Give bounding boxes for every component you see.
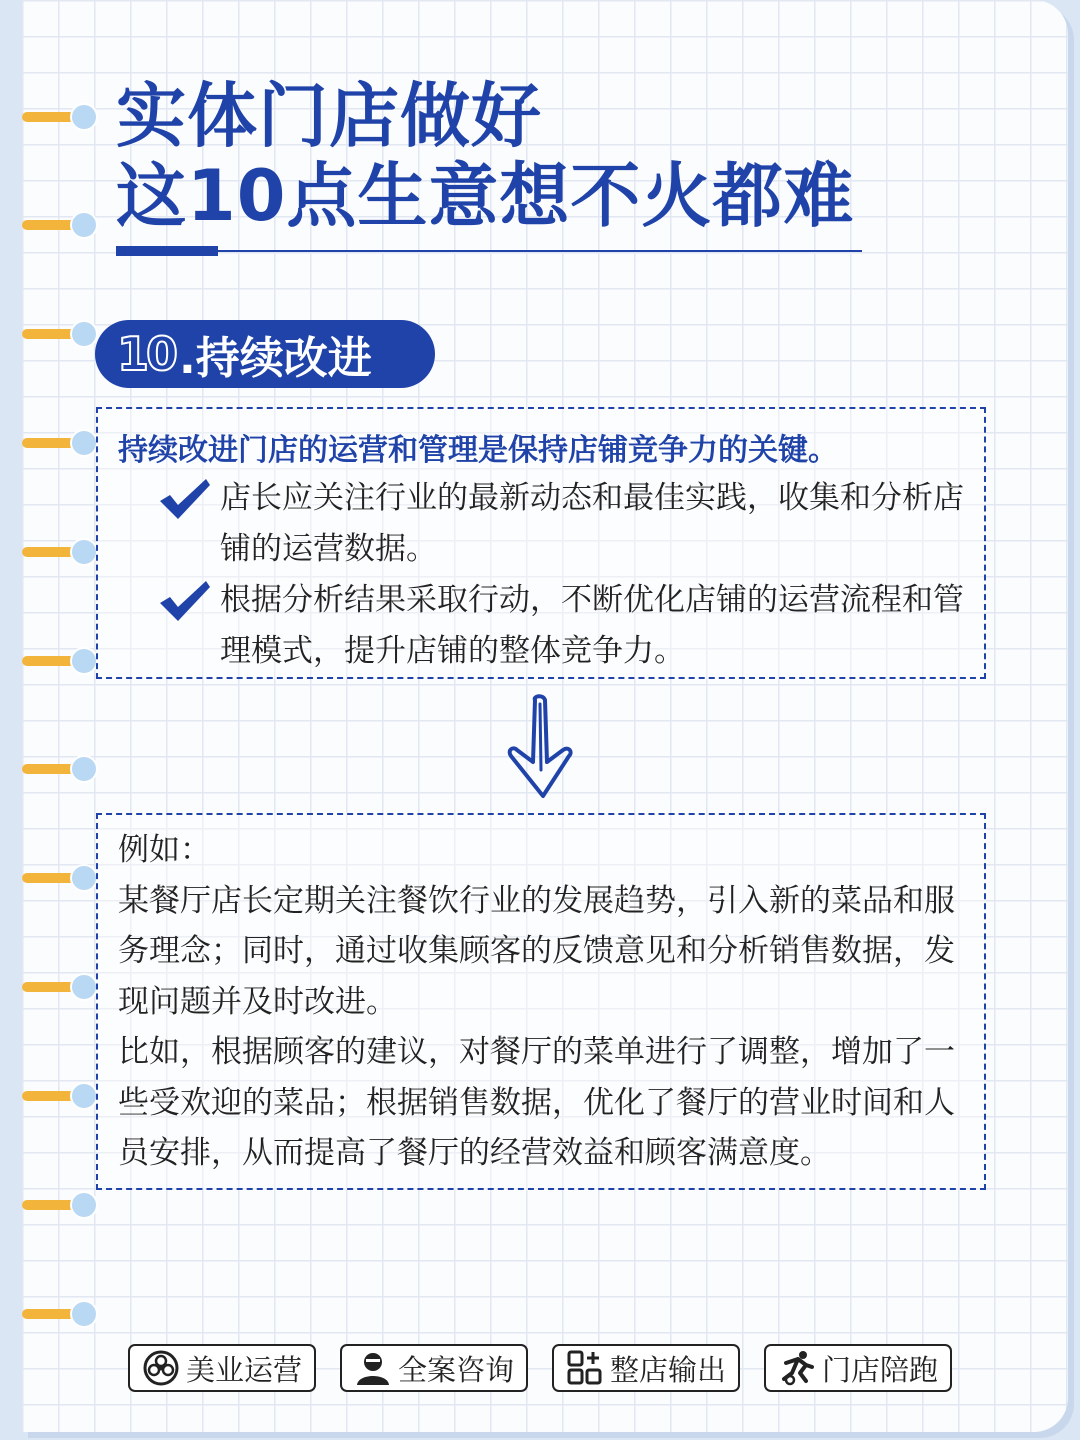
ring (22, 753, 102, 785)
ring (22, 536, 102, 568)
ring (22, 1189, 102, 1221)
tag-store-coaching (764, 1344, 952, 1392)
service-tags (128, 1344, 958, 1396)
tag-label: 美业运营 (185, 1352, 302, 1387)
grid-icon (566, 1349, 604, 1387)
title-underline (116, 250, 862, 252)
ring (22, 318, 102, 350)
runner-icon (778, 1349, 816, 1387)
ring (22, 1080, 102, 1112)
section-label: .持续改进 (179, 333, 372, 384)
section-number: 10 (117, 327, 176, 381)
title-underline-accent (116, 246, 218, 256)
ring (22, 209, 102, 241)
checkmark-icon (158, 477, 212, 521)
notebook-page (22, 0, 1068, 1432)
ring (22, 427, 102, 459)
tag-label: 全案咨询 (397, 1352, 514, 1387)
tag-label: 门店陪跑 (821, 1352, 938, 1387)
page-title-line2: 这10点生意想不火都难 (116, 155, 855, 237)
list-item-text: 根据分析结果采取行动，不断优化店铺的运营流程和管理模式，提升店铺的整体竞争力。 (220, 582, 964, 669)
tag-full-consulting (340, 1344, 528, 1392)
ring (22, 971, 102, 1003)
page-title-line1: 实体门店做好 (116, 75, 542, 157)
example-box (96, 813, 986, 1190)
arrow-down-icon (505, 692, 577, 802)
ring (22, 862, 102, 894)
section-heading-pill (95, 320, 435, 388)
list-item-text: 店长应关注行业的最新动态和最佳实践，收集和分析店铺的运营数据。 (220, 480, 964, 567)
example-text: 例如： 某餐厅店长定期关注餐饮行业的发展趋势，引入新的菜品和服务理念；同时，通过收集顾客的反馈意见和分析销售数据，发现问题并及时改进。 比如，根据顾客的建议，对餐厅的菜单进行了调整，增加了一些受欢迎的菜品；根据销售数据，优化了餐厅的营业时间和人员安排，从而提高了餐厅的经营效益和顾客满意度。 (118, 832, 955, 1171)
user-icon (354, 1349, 392, 1387)
ring (22, 1298, 102, 1330)
tag-beauty-operation (128, 1344, 316, 1392)
ring (22, 645, 102, 677)
key-points-box (96, 407, 986, 679)
key-points-lead: 持续改进门店的运营和管理是保持店铺竞争力的关键。 (118, 433, 838, 468)
tag-label: 整店输出 (609, 1352, 726, 1387)
flower-icon (142, 1349, 180, 1387)
tag-store-output (552, 1344, 740, 1392)
checkmark-icon (158, 579, 212, 623)
ring (22, 101, 102, 133)
